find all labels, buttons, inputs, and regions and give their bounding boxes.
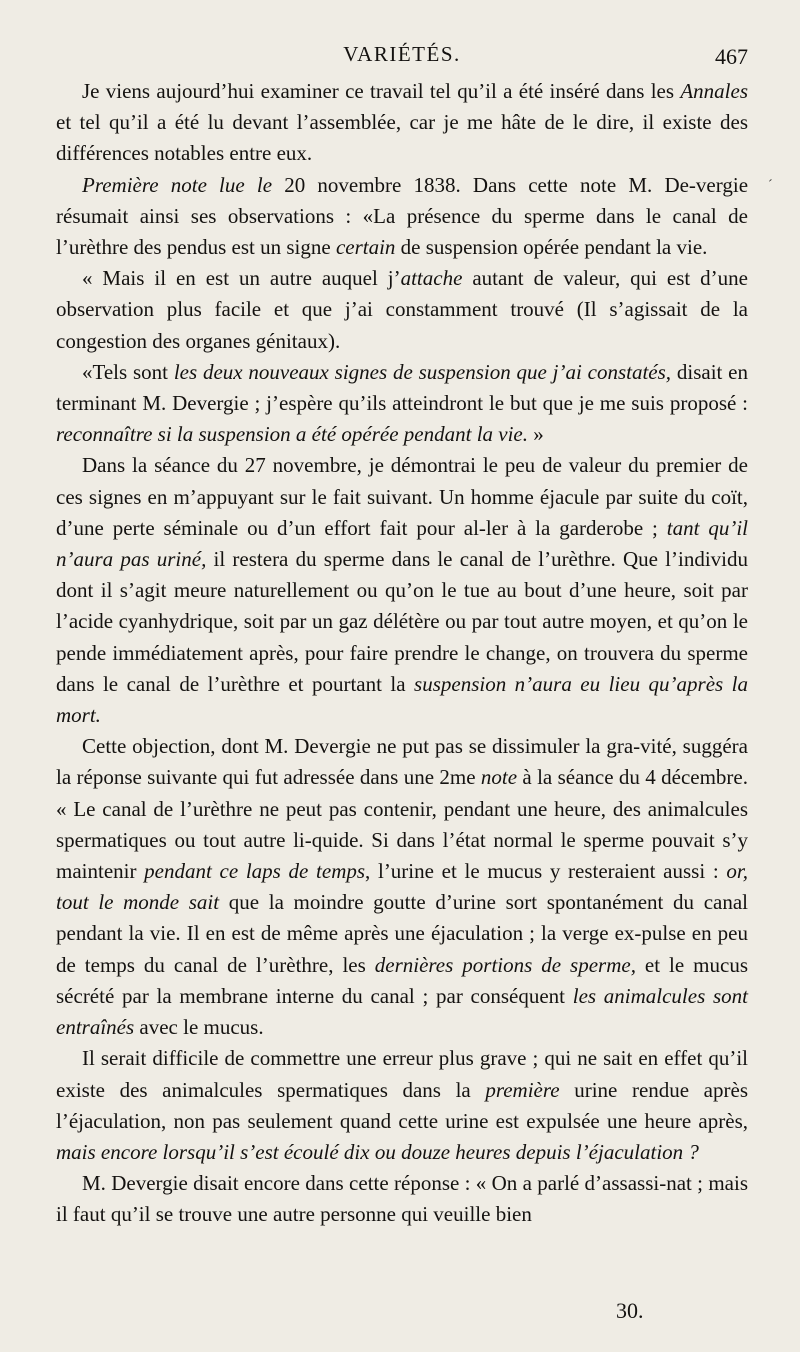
italic-text: pendant ce laps de temps [144, 859, 366, 884]
paragraph [56, 263, 748, 357]
text-run: Dans la séance du 27 novembre, je démontrai le peu de valeur du premier de ces signes en m’appuyant sur le fait suivant. Un homme éjacule par suite du coït, d’une perte séminale ou d’un effort fait pour al-ler à la garderobe ; [56, 453, 748, 540]
text-run: disait en terminant M. Devergie ; j’espère qu’ils atteindront le but que je me suis proposé : [56, 359, 748, 416]
italic-text: Annales [680, 79, 748, 103]
paragraph [56, 731, 748, 1043]
paragraph [56, 450, 748, 731]
running-head: VARIÉTÉS. [343, 42, 461, 66]
italic-text: attache [400, 266, 463, 291]
body-text [56, 76, 748, 1231]
text-run: « Mais il en est un autre auquel j’ [82, 266, 401, 291]
italic-text: suspension n’aura eu lieu qu’après la mort. [56, 671, 748, 728]
italic-text: les deux nouveaux signes de suspension que j’ai constatés, [173, 359, 672, 384]
italic-text: or, tout le monde sait [56, 859, 748, 915]
paragraph [56, 170, 748, 264]
italic-text: les animalcules sont entraînés [56, 983, 748, 1040]
italic-text: mais encore lorsqu’il s’est écoulé dix ou douze heures depuis l’éjaculation ? [56, 1139, 699, 1164]
page-header [56, 40, 748, 70]
text-run: urine rendue après l’éjaculation, non pas seulement quand cette urine est expulsée une heure après, [56, 1077, 748, 1133]
italic-text: note [480, 765, 518, 790]
text-run: et le mucus sécrété par la membrane interne du canal ; par conséquent [56, 952, 749, 1008]
text-run: 20 novembre 1838. Dans cette note M. De-vergie résumait ainsi ses observations : «La présence du sperme dans le canal de l’urèthre des pendus est un signe [56, 172, 749, 260]
text-run: Cette objection, dont M. Devergie ne put pas se dissimuler la gra-vité, suggéra la réponse suivante qui fut adressée dans une 2me [56, 734, 748, 790]
text-run: Je viens aujourd’hui examiner ce travail tel qu’il a été inséré dans les [82, 79, 681, 103]
italic-text: tant qu’il n’aura pas uriné, [56, 515, 748, 572]
page-number: 467 [715, 44, 748, 69]
italic-text: reconnaître si la suspension a été opérée pendant la vie. [56, 422, 529, 447]
text-run: , l’urine et le mucus y resteraient aussi : [365, 859, 727, 884]
italic-text: Première note lue le [82, 172, 273, 197]
text-run: que la moindre goutte d’urine sort spontanément du canal pendant la vie. Il en est de même après une éjaculation ; la verge ex-pulse en peu de temps du canal de l’urèthre, les [56, 890, 748, 977]
text-run: et tel qu’il a été lu devant l’assemblée, car je me hâte de le dire, il existe des différences notables entre eux. [56, 110, 748, 166]
text-run: M. Devergie disait encore dans cette réponse : « On a parlé d’assassi-nat ; mais il faut qu’il se trouve une autre personne qui veuille bien [56, 1171, 748, 1227]
text-run: à la séance du 4 décembre. « Le canal de l’urèthre ne peut pas contenir, pendant une heure, des animalcules spermatiques ou tout autre li-quide. Si dans l’état normal le sperme pouvait s’y maintenir [56, 765, 748, 884]
signature-mark: 30. [616, 1298, 644, 1323]
text-run: autant de valeur, qui est d’une observation plus facile et que j’ai constamment trouvé (Il s’agissait de la congestion des organes génitaux). [56, 266, 748, 353]
paragraph [56, 1043, 748, 1168]
text-run: avec le mucus. [134, 1015, 264, 1040]
text-run: de suspension opérée pendant la vie. [395, 235, 708, 260]
paragraph [56, 1168, 748, 1230]
italic-text: certain [335, 235, 396, 260]
italic-text: première [485, 1077, 560, 1102]
paragraph [56, 76, 748, 170]
paragraph [56, 357, 748, 451]
italic-text: dernières portions de sperme, [374, 952, 636, 977]
text-run: il restera du sperme dans le canal de l’urèthre. Que l’individu dont il s’agit meure naturellement ou qu’on le tue au bout d’une heure, soit par l’acide cyanhydrique, soit par un gaz délétère ou par tout autre moyen, et qu’on le pende immédiatement après, pour faire prendre le change, on trouvera du sperme dans le canal de l’urèthre et pourtant la [56, 547, 749, 696]
text-run: «Tels sont [82, 359, 174, 384]
text-run: Il serait difficile de commettre une erreur plus grave ; qui ne sait en effet qu’il existe des animalcules spermatiques dans la [56, 1046, 748, 1102]
text-run: » [528, 422, 544, 447]
margin-mark: ´ [768, 178, 773, 193]
